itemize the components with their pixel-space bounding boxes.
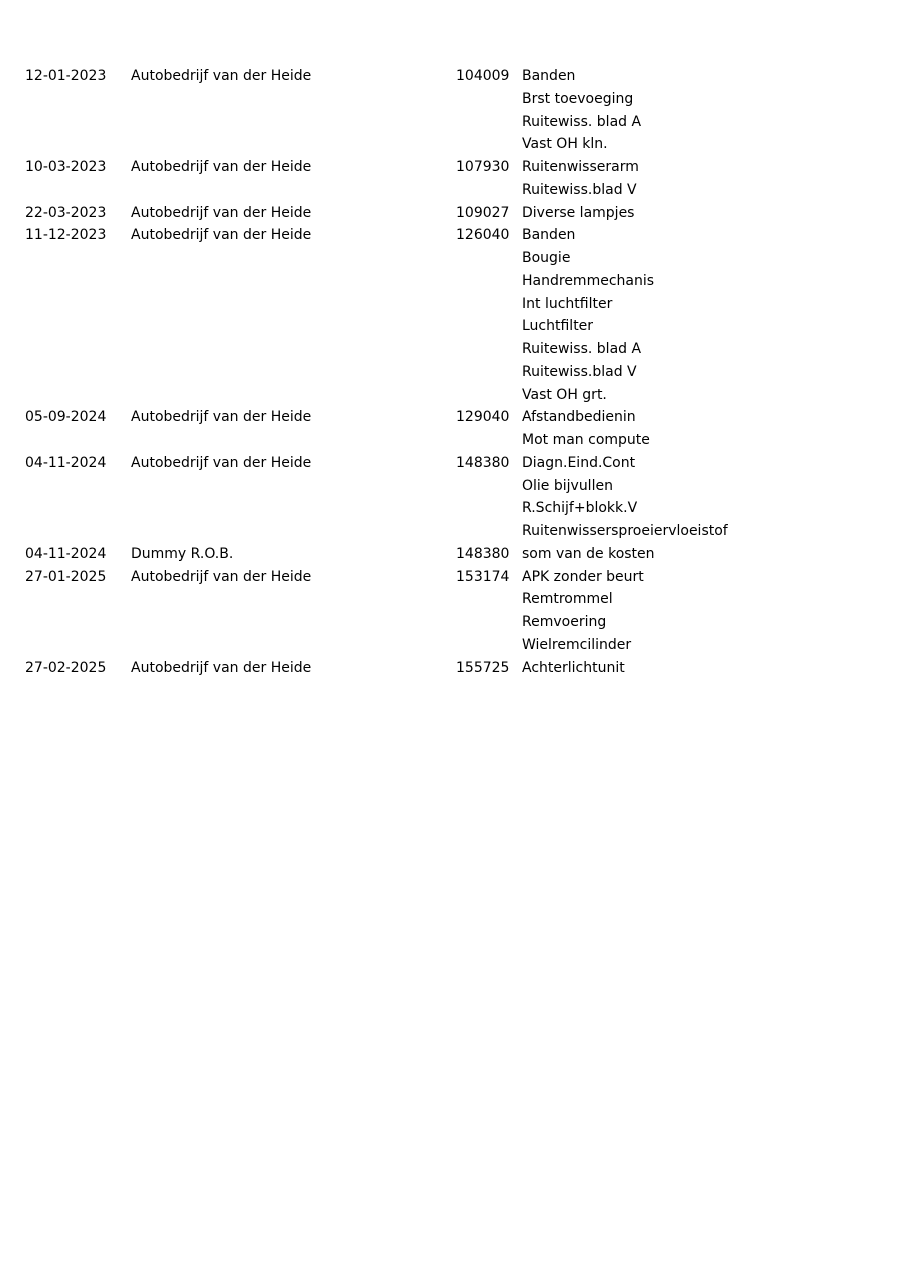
record-item: Remtrommel bbox=[522, 591, 613, 608]
record-item: Olie bijvullen bbox=[522, 477, 613, 494]
record-item: Ruitewiss. blad A bbox=[522, 341, 642, 357]
record-item-line bbox=[0, 293, 905, 316]
record-date: 22-03-2023 bbox=[25, 204, 107, 221]
record-mileage: 148380 bbox=[456, 454, 510, 471]
service-record bbox=[0, 156, 905, 202]
record-header-line bbox=[0, 406, 905, 429]
record-mileage: 107930 bbox=[456, 159, 510, 175]
record-item-line bbox=[0, 179, 905, 202]
record-item-line bbox=[0, 634, 905, 657]
record-item: Ruitenwisserarm bbox=[522, 159, 639, 175]
record-item: Remvoering bbox=[522, 614, 607, 630]
service-record bbox=[0, 657, 905, 680]
record-item: Handremmechanis bbox=[522, 272, 655, 289]
record-item-line bbox=[0, 247, 905, 270]
record-item: APK zonder beurt bbox=[522, 568, 644, 585]
record-item: Wielremcilinder bbox=[522, 636, 632, 653]
record-item: Ruitewiss.blad V bbox=[522, 363, 637, 380]
record-item-line bbox=[0, 361, 905, 384]
record-item: Afstandbedienin bbox=[522, 409, 636, 426]
record-item: Ruitewiss.blad V bbox=[522, 181, 637, 198]
service-record bbox=[0, 65, 905, 156]
record-header-line bbox=[0, 657, 905, 680]
record-item: Vast OH grt. bbox=[522, 386, 607, 403]
record-item: Bougie bbox=[522, 250, 571, 266]
record-item-line bbox=[0, 520, 905, 543]
record-company: Autobedrijf van der Heide bbox=[131, 159, 312, 175]
record-company: Dummy R.O.B. bbox=[131, 545, 234, 562]
record-date: 27-02-2025 bbox=[25, 659, 107, 676]
record-mileage: 153174 bbox=[456, 568, 510, 585]
record-item: Int luchtfilter bbox=[522, 295, 613, 312]
record-item: Achterlichtunit bbox=[522, 659, 625, 676]
service-record bbox=[0, 406, 905, 452]
record-date: 12-01-2023 bbox=[25, 68, 107, 84]
record-header-line bbox=[0, 543, 905, 566]
record-company: Autobedrijf van der Heide bbox=[131, 68, 312, 84]
record-item: Diagn.Eind.Cont bbox=[522, 454, 636, 471]
service-record bbox=[0, 224, 905, 406]
record-company: Autobedrijf van der Heide bbox=[131, 227, 312, 244]
record-date: 27-01-2025 bbox=[25, 568, 107, 585]
record-item-line bbox=[0, 88, 905, 111]
record-company: Autobedrijf van der Heide bbox=[131, 659, 312, 676]
record-item-line bbox=[0, 338, 905, 361]
record-mileage: 129040 bbox=[456, 409, 510, 426]
record-item-line bbox=[0, 588, 905, 611]
record-header-line bbox=[0, 566, 905, 589]
record-item-line bbox=[0, 384, 905, 407]
record-header-line bbox=[0, 224, 905, 247]
record-item-line bbox=[0, 475, 905, 498]
record-item-line bbox=[0, 133, 905, 156]
record-item: Diverse lampjes bbox=[522, 204, 635, 221]
record-company: Autobedrijf van der Heide bbox=[131, 568, 312, 585]
record-header-line bbox=[0, 156, 905, 179]
record-mileage: 104009 bbox=[456, 68, 510, 84]
record-date: 10-03-2023 bbox=[25, 159, 107, 175]
record-mileage: 109027 bbox=[456, 204, 510, 221]
record-header-line bbox=[0, 452, 905, 475]
record-item: som van de kosten bbox=[522, 545, 655, 562]
record-company: Autobedrijf van der Heide bbox=[131, 454, 312, 471]
record-item: Luchtfilter bbox=[522, 318, 594, 335]
record-item: Ruitewiss. blad A bbox=[522, 113, 642, 130]
record-company: Autobedrijf van der Heide bbox=[131, 204, 312, 221]
record-item: R.Schijf+blokk.V bbox=[522, 500, 638, 517]
record-item: Mot man compute bbox=[522, 432, 650, 448]
record-date: 05-09-2024 bbox=[25, 409, 107, 426]
record-date: 11-12-2023 bbox=[25, 227, 107, 244]
record-header-line bbox=[0, 65, 905, 88]
record-item-line bbox=[0, 111, 905, 134]
record-item: Banden bbox=[522, 227, 576, 244]
record-item: Brst toevoeging bbox=[522, 90, 634, 107]
record-item-line bbox=[0, 497, 905, 520]
record-mileage: 126040 bbox=[456, 227, 510, 244]
record-item-line bbox=[0, 611, 905, 634]
record-date: 04-11-2024 bbox=[25, 545, 107, 562]
record-item-line bbox=[0, 315, 905, 338]
record-item: Ruitenwissersproeiervloeistof bbox=[522, 523, 728, 539]
service-record bbox=[0, 202, 905, 225]
record-header-line bbox=[0, 202, 905, 225]
record-item: Vast OH kln. bbox=[522, 136, 608, 153]
record-item-line bbox=[0, 270, 905, 293]
record-item: Banden bbox=[522, 68, 576, 84]
record-date: 04-11-2024 bbox=[25, 454, 107, 471]
record-company: Autobedrijf van der Heide bbox=[131, 409, 312, 426]
service-record bbox=[0, 566, 905, 657]
record-mileage: 155725 bbox=[456, 659, 510, 676]
maintenance-history-list bbox=[0, 65, 905, 679]
service-record bbox=[0, 452, 905, 543]
record-item-line bbox=[0, 429, 905, 452]
service-record bbox=[0, 543, 905, 566]
record-mileage: 148380 bbox=[456, 545, 510, 562]
